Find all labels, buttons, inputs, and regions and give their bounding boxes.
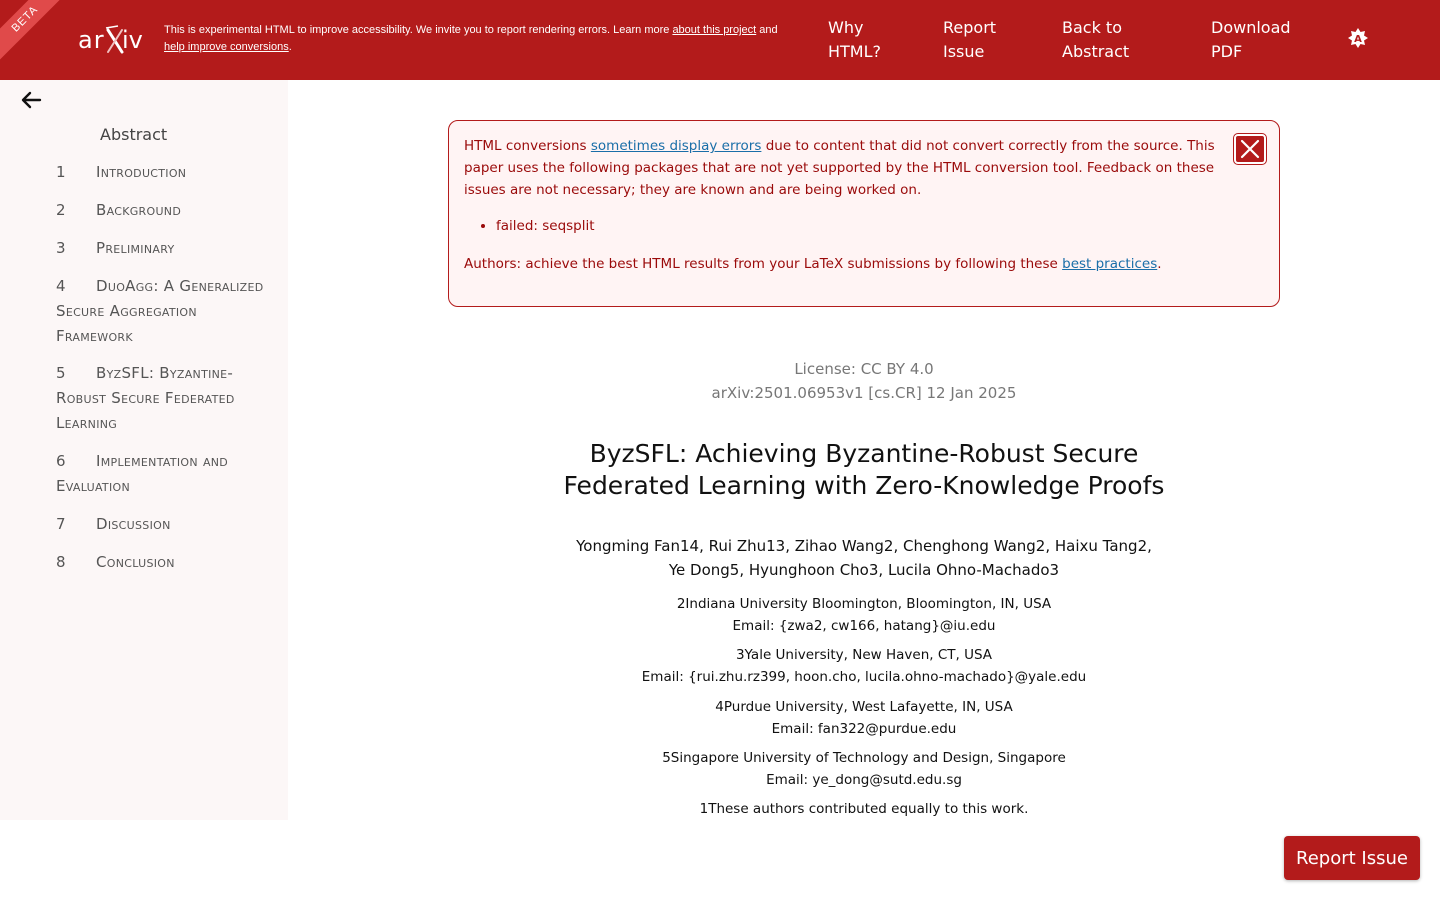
toc-item-preliminary[interactable]	[56, 236, 266, 261]
toc-number: 8	[56, 553, 66, 571]
license-text: License: CC BY 4.0	[794, 360, 934, 378]
arxiv-logo[interactable]	[78, 22, 152, 58]
toc-item-conclusion[interactable]	[56, 550, 266, 575]
best-practices-link[interactable]: best practices	[1062, 256, 1158, 272]
affiliation-name: 4Purdue University, West Lafayette, IN, USA	[715, 699, 1013, 715]
toc-number: 3	[56, 239, 66, 257]
toc-number: 6	[56, 452, 66, 470]
toc-label: Discussion	[96, 515, 171, 533]
affiliation-name: 5Singapore University of Technology and Design, Singapore	[662, 750, 1066, 766]
affiliation-name: 3Yale University, New Haven, CT, USA	[735, 647, 993, 663]
toc-abstract[interactable]: Abstract	[100, 125, 168, 144]
toc-number: 7	[56, 515, 66, 533]
title-line-1: ByzSFL: Achieving Byzantine-Robust Secure	[589, 439, 1139, 468]
arxiv-identifier: arXiv:2501.06953v1 [cs.CR] 12 Jan 2025	[711, 384, 1017, 402]
toc-label: Introduction	[96, 163, 187, 181]
advice-text-end: .	[1157, 256, 1162, 272]
affiliation	[288, 644, 1440, 688]
title-line-2: Federated Learning with Zero-Knowledge Proofs	[563, 471, 1165, 500]
nav-download-pdf[interactable]	[1211, 16, 1291, 64]
toc-item-implementation[interactable]	[56, 449, 266, 499]
affiliation	[288, 747, 1440, 791]
close-warning-button[interactable]	[1234, 134, 1266, 164]
experimental-notice	[164, 22, 809, 56]
toc-label: DuoAgg: A Generalized Secure Aggregation Framework	[56, 277, 264, 345]
affiliation	[288, 696, 1440, 740]
toc-number: 2	[56, 201, 66, 219]
svg-text:A: A	[1354, 34, 1362, 45]
affiliation	[288, 593, 1440, 637]
nav-label-line2: HTML?	[828, 42, 882, 61]
warning-text: due to content that did not convert correctly from the source. This paper uses the following packages that are not yet supported by the HTML conversion tool. Feedback on these issues are not necessary; they are known and are being worked on.	[464, 138, 1215, 198]
author-list	[288, 534, 1440, 582]
paper-title	[288, 438, 1440, 502]
affiliation-email: Email: fan322@purdue.edu	[771, 721, 957, 737]
warning-paragraph	[464, 135, 1224, 201]
theme-toggle-icon[interactable]	[1348, 28, 1368, 48]
about-project-link[interactable]: about this project	[672, 24, 757, 36]
conversion-warning	[448, 120, 1280, 307]
toc-label: Implementation and Evaluation	[56, 452, 229, 495]
authors-line-2: Ye Dong5, Hyunghoon Cho3, Lucila Ohno-Machado3	[668, 561, 1060, 579]
back-arrow-icon[interactable]	[20, 90, 42, 110]
nav-label-line1: Download	[1211, 18, 1291, 37]
toc-item-introduction[interactable]	[56, 160, 266, 185]
nav-label-line2: Issue	[943, 42, 985, 61]
nav-why-html[interactable]	[828, 16, 881, 64]
nav-label-line1: Report	[943, 18, 997, 37]
display-errors-link[interactable]: sometimes display errors	[590, 138, 762, 154]
authors-advice	[464, 253, 1264, 275]
toc-number: 1	[56, 163, 66, 181]
affiliation-email: Email: {rui.zhu.rz399, hoon.cho, lucila.ohno-machado}@yale.edu	[641, 669, 1087, 685]
equal-contribution-footnote: 1These authors contributed equally to this work.	[699, 801, 1029, 817]
failed-package-item: • failed: seqsplit	[496, 215, 1264, 237]
beta-ribbon: BETA	[0, 0, 72, 66]
toc-label: Conclusion	[96, 553, 175, 571]
toc-item-duoagg[interactable]	[56, 274, 266, 349]
nav-label-line2: PDF	[1211, 42, 1243, 61]
nav-report-issue[interactable]	[943, 16, 996, 64]
nav-label-line2: Abstract	[1062, 42, 1130, 61]
svg-text:ar: ar	[78, 26, 105, 54]
nav-label-line1: Why	[828, 18, 864, 37]
authors-line-1: Yongming Fan14, Rui Zhu13, Zihao Wang2, Chenghong Wang2, Haixu Tang2,	[576, 537, 1152, 555]
toc-item-discussion[interactable]	[56, 512, 266, 537]
affiliation-email: Email: ye_dong@sutd.edu.sg	[766, 772, 962, 788]
failed-packages-list	[496, 215, 1264, 237]
notice-text: This is experimental HTML to improve accessibility. We invite you to report rendering errors. Learn more	[164, 24, 673, 36]
report-issue-button[interactable]: Report Issue	[1284, 836, 1420, 880]
toc-number: 4	[56, 277, 66, 295]
nav-label-line1: Back to	[1062, 18, 1122, 37]
notice-text-end: .	[288, 41, 292, 53]
advice-text: Authors: achieve the best HTML results from your LaTeX submissions by following these	[464, 256, 1063, 272]
help-improve-link[interactable]: help improve conversions	[164, 41, 289, 53]
warning-text: HTML conversions	[464, 138, 591, 154]
top-header	[0, 0, 1440, 80]
affiliation-name: 2Indiana University Bloomington, Bloomington, IN, USA	[676, 596, 1052, 612]
toc-item-byzsfl[interactable]	[56, 361, 266, 436]
toc-item-background[interactable]	[56, 198, 266, 223]
toc-label: Preliminary	[96, 239, 175, 257]
notice-text-mid: and	[756, 24, 778, 36]
toc-number: 5	[56, 364, 66, 382]
affiliation-email: Email: {zwa2, cw166, hatang}@iu.edu	[732, 618, 996, 634]
toc-label: Background	[96, 201, 182, 219]
svg-text:iv: iv	[122, 26, 143, 54]
close-icon	[1240, 139, 1260, 159]
nav-back-to-abstract[interactable]	[1062, 16, 1129, 64]
toc-label: ByzSFL: Byzantine-Robust Secure Federated Learning	[56, 364, 235, 432]
table-of-contents	[0, 80, 288, 820]
